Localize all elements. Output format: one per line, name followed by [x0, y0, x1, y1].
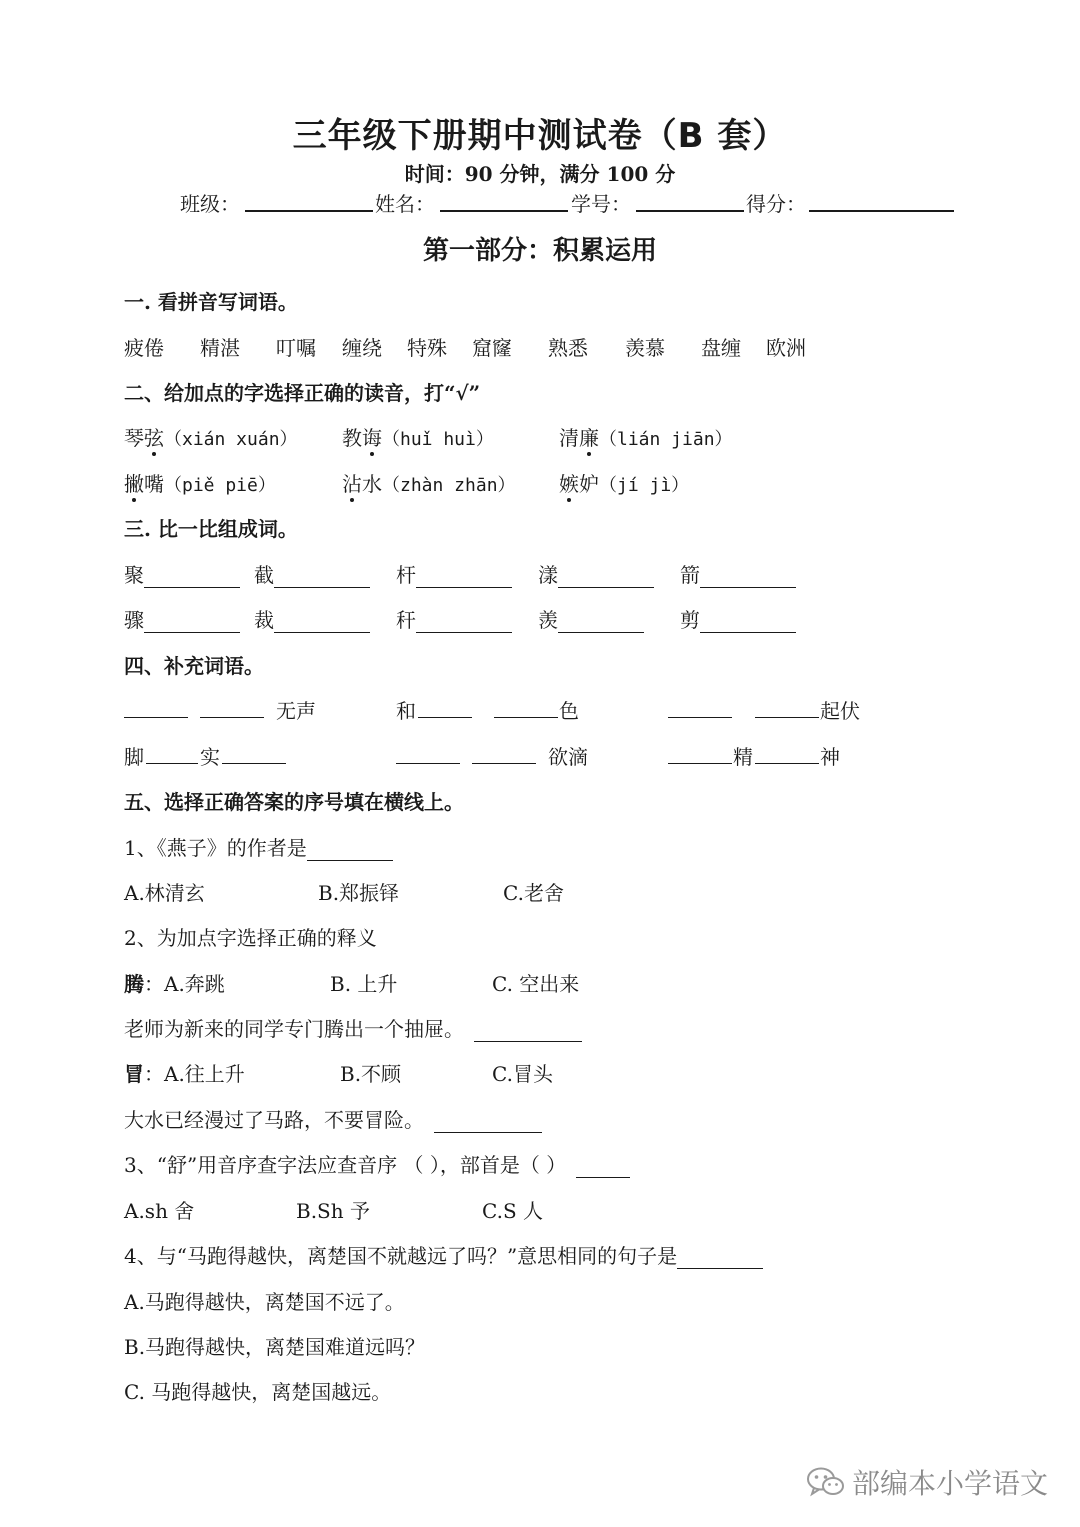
q2-dotted-char: 廉 [579, 426, 599, 450]
q2-dotted-char: 沾 [342, 472, 362, 496]
q2-char: 清 [559, 426, 579, 450]
q4-text: 和 [396, 699, 416, 723]
student-id-label: 学号： [571, 192, 631, 216]
q1-word: 特殊 [407, 336, 447, 360]
q5-teng-sentence-text: 老师为新来的同学专门腾出一个抽屉。 [124, 1017, 464, 1041]
q5-mao-row [124, 1058, 245, 1087]
q4-text: 脚 [124, 745, 144, 769]
q5-option[interactable]: C. 马跑得越快，离楚国越远。 [124, 1380, 392, 1404]
q3-char: 裁 [254, 608, 274, 632]
q4-blank[interactable] [472, 741, 536, 764]
q2-char: 嘴 [144, 472, 164, 496]
q2-char: 琴 [124, 426, 144, 450]
q1-word: 欧洲 [766, 336, 806, 360]
q3-char: 骤 [124, 608, 144, 632]
q4-blank[interactable] [124, 695, 188, 718]
q3-blank[interactable] [274, 565, 370, 588]
q1-word: 精湛 [200, 336, 240, 360]
q5-question-3-text: 3、“舒”用音序查字法应查音序 （ ），部首是（ ） [124, 1153, 567, 1177]
q5-option[interactable]: C. 空出来 [492, 972, 580, 996]
q3-item [396, 604, 512, 633]
q3-item [254, 559, 370, 588]
q2-pinyin-options[interactable]: （xián xuán） [164, 429, 298, 450]
q1-word: 缠绕 [342, 336, 382, 360]
score-blank[interactable] [809, 190, 954, 212]
q3-blank[interactable] [700, 565, 796, 588]
page-title: 三年级下册期中测试卷（B 套） [292, 116, 788, 156]
part-one-title: 第一部分：积累运用 [422, 236, 657, 266]
q5-teng-sentence [124, 1013, 582, 1042]
q5-title: 五、选择正确答案的序号填在横线上。 [124, 790, 464, 814]
q2-pinyin-options[interactable]: （zhàn zhān） [382, 475, 516, 496]
q1-word: 羡慕 [625, 336, 665, 360]
q4-blank[interactable] [418, 695, 472, 718]
q3-blank[interactable] [558, 565, 654, 588]
q1-word: 盘缠 [701, 336, 741, 360]
q3-item [124, 559, 240, 588]
q3-blank[interactable] [144, 565, 240, 588]
q2-item [342, 422, 494, 451]
q5-answer-blank[interactable] [434, 1110, 542, 1133]
q4-text: 无声 [276, 699, 316, 723]
class-label: 班级： [180, 192, 240, 216]
q4-blank[interactable] [200, 695, 264, 718]
q4-blank[interactable] [146, 741, 198, 764]
q5-question-4-text: 4、与“马跑得越快，离楚国不就越远了吗？”意思相同的句子是 [124, 1244, 678, 1268]
watermark-text: 部编本小学语文 [851, 1467, 1048, 1500]
name-blank[interactable] [440, 190, 568, 212]
q5-question-1-text: 1、《燕子》的作者是 [124, 836, 307, 860]
q2-title: 二、给加点的字选择正确的读音，打“√” [124, 381, 481, 405]
q5-question-3 [124, 1149, 630, 1178]
q3-char: 羡 [538, 608, 558, 632]
q4-text: 起伏 [820, 699, 860, 723]
q5-option[interactable]: A.sh 舍 [124, 1199, 195, 1223]
q2-char: 妒 [579, 472, 599, 496]
class-blank[interactable] [245, 190, 373, 212]
q3-char: 聚 [124, 563, 144, 587]
q2-item [342, 468, 516, 497]
q4-blank[interactable] [396, 741, 460, 764]
q3-blank[interactable] [144, 610, 240, 633]
q5-option[interactable]: ：A.往上升 [144, 1062, 245, 1086]
q4-text: 精 [733, 745, 753, 769]
q5-option[interactable]: B.郑振铎 [318, 881, 400, 905]
q3-item [680, 604, 796, 633]
q5-question-1 [124, 832, 393, 861]
q3-title: 三. 比一比组成词。 [124, 517, 298, 541]
q3-char: 剪 [680, 608, 700, 632]
name-label: 姓名： [375, 192, 435, 216]
q5-option[interactable]: B.不顾 [340, 1062, 402, 1086]
q2-dotted-char: 弦 [144, 426, 164, 450]
q3-item [254, 604, 370, 633]
q1-word: 窟窿 [472, 336, 512, 360]
q5-option[interactable]: C.S 人 [482, 1199, 544, 1223]
q5-option[interactable]: B.Sh 予 [296, 1199, 370, 1223]
q5-answer-blank[interactable] [576, 1155, 630, 1178]
exam-duration: 时间：90 分钟，满分 100 分 [404, 162, 676, 186]
wechat-icon [806, 1466, 846, 1498]
student-id-blank[interactable] [636, 190, 744, 212]
q5-option[interactable]: B.马跑得越快，离楚国难道远吗？ [124, 1335, 426, 1359]
q2-char: 教 [342, 426, 362, 450]
q4-blank[interactable] [668, 695, 732, 718]
q3-item [124, 604, 240, 633]
q5-option[interactable]: C.冒头 [492, 1062, 553, 1086]
q5-answer-blank[interactable] [677, 1246, 763, 1269]
q4-text: 色 [559, 699, 579, 723]
q3-item [396, 559, 512, 588]
q5-teng-row [124, 968, 225, 997]
q4-text: 神 [820, 745, 840, 769]
watermark [806, 1462, 1048, 1502]
q4-text: 欲滴 [548, 745, 588, 769]
q3-char: 杆 [396, 563, 416, 587]
q2-dotted-char: 诲 [362, 426, 382, 450]
q3-char: 箭 [680, 563, 700, 587]
q3-char: 截 [254, 563, 274, 587]
score-label: 得分： [746, 192, 806, 216]
q1-word: 疲倦 [124, 336, 164, 360]
q4-blank[interactable] [755, 695, 819, 718]
q5-mao-sentence [124, 1104, 542, 1133]
q2-pinyin-options[interactable]: （huǐ huì） [382, 429, 494, 450]
q5-answer-blank[interactable] [307, 838, 393, 861]
q3-blank[interactable] [558, 610, 644, 633]
q3-blank[interactable] [274, 610, 370, 633]
q3-char: 秆 [396, 608, 416, 632]
q5-mao-sentence-text: 大水已经漫过了马路，不要冒险。 [124, 1108, 424, 1132]
q1-word: 熟悉 [548, 336, 588, 360]
q2-dotted-char: 撇 [124, 472, 144, 496]
q4-blank[interactable] [755, 741, 819, 764]
q5-option[interactable]: B. 上升 [330, 972, 398, 996]
q4-blank[interactable] [222, 741, 286, 764]
q2-item [124, 422, 298, 451]
q4-blank[interactable] [668, 741, 732, 764]
q3-blank[interactable] [700, 610, 796, 633]
q5-answer-blank[interactable] [474, 1019, 582, 1042]
q5-teng-label: 腾 [124, 972, 144, 996]
q3-item [538, 559, 654, 588]
q5-mao-label: 冒 [124, 1062, 144, 1086]
q2-pinyin-options[interactable]: （piě piē） [164, 475, 276, 496]
q5-option[interactable]: C.老舍 [503, 881, 564, 905]
q4-text: 实 [200, 745, 220, 769]
q2-char: 水 [362, 472, 382, 496]
q5-option[interactable]: A.马跑得越快，离楚国不远了。 [124, 1290, 405, 1314]
q5-question-2: 2、为加点字选择正确的释义 [124, 926, 377, 950]
q4-blank[interactable] [494, 695, 558, 718]
q2-dotted-char: 嫉 [559, 472, 579, 496]
q2-pinyin-options[interactable]: （jí jì） [599, 475, 690, 496]
q3-item [680, 559, 796, 588]
q3-blank[interactable] [416, 610, 512, 633]
q2-item [559, 422, 733, 451]
q3-item [538, 604, 644, 633]
q1-word: 叮嘱 [276, 336, 316, 360]
q4-title: 四、补充词语。 [124, 654, 264, 678]
q3-blank[interactable] [416, 565, 512, 588]
q5-question-4 [124, 1240, 763, 1269]
q2-pinyin-options[interactable]: （lián jiān） [599, 429, 733, 450]
q3-char: 漾 [538, 563, 558, 587]
q1-title: 一. 看拼音写词语。 [124, 290, 298, 314]
q5-option[interactable]: A.林清玄 [124, 881, 205, 905]
q2-item [124, 468, 276, 497]
q2-item [559, 468, 689, 497]
q5-option[interactable]: ：A.奔跳 [144, 972, 225, 996]
